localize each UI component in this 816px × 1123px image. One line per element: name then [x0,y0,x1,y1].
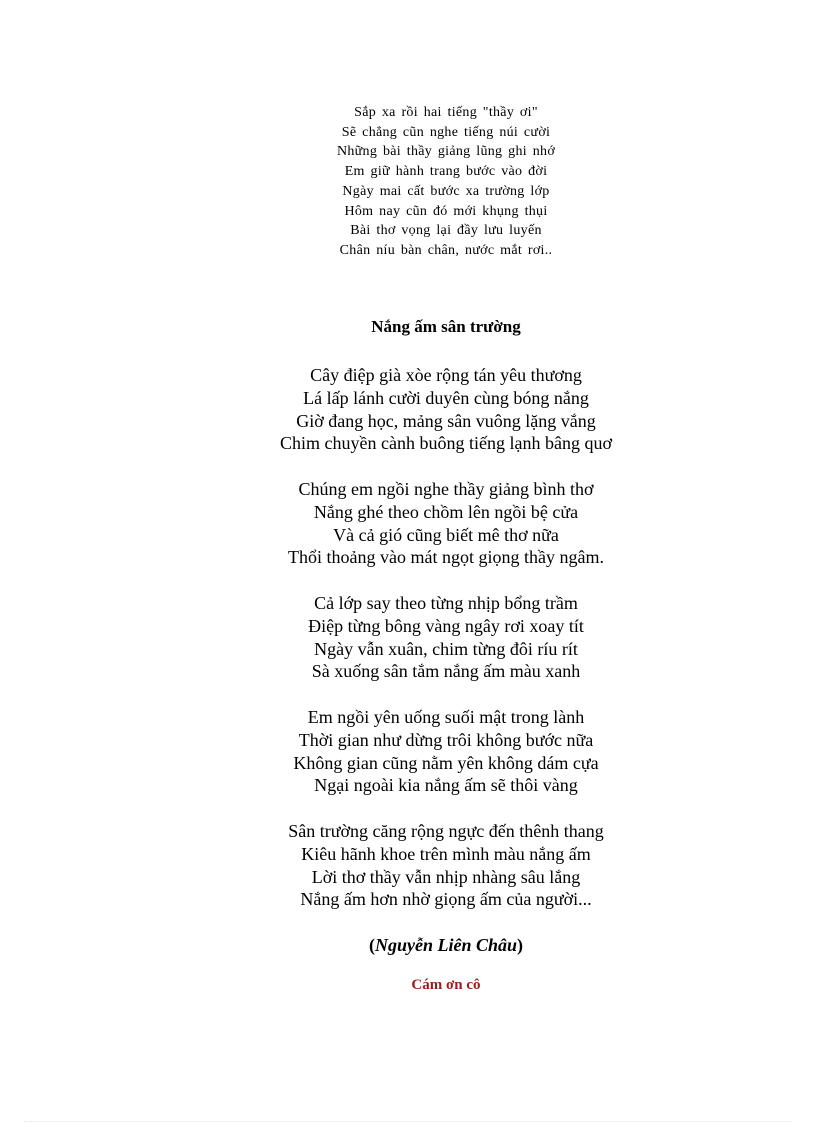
poem-line: Điệp từng bông vàng ngây rơi xoay tít [308,615,584,636]
intro-poem-line: Chân níu bàn chân, nước mắt rơi.. [339,242,553,258]
stanza [76,364,816,455]
poem-title: Nắng ấm sân trường [371,317,521,336]
poem-line: Nắng ghé theo chồm lên ngồi bệ cửa [313,501,579,522]
thanks-note: Cám ơn cô [411,977,481,993]
poem-line: Thổi thoảng vào mát ngọt giọng thầy ngâm. [288,547,604,568]
author-close-paren: ) [517,935,524,955]
poem-line: Cả lớp say theo từng nhịp bổng trầm [314,592,578,613]
page-bottom-divider [24,1121,792,1122]
stanza [76,706,816,797]
poem-line: Sân trường căng rộng ngực đến thênh thang [288,820,604,841]
poem-line: Ngày vẫn xuân, chim từng đôi ríu rít [314,638,578,659]
poem-line: Thời gian như dừng trôi không bước nữa [298,729,594,750]
poem-line: Và cả gió cũng biết mê thơ nữa [333,524,559,545]
poem-line: Nắng ấm hơn nhờ giọng ấm của người... [300,889,592,910]
stanza [76,478,816,569]
stanza [76,820,816,911]
poem-line: Chúng em ngồi nghe thầy giảng bình thơ [298,478,594,499]
author-open-paren: ( [368,935,375,955]
intro-poem-line: Em giữ hành trang bước vào đời [344,164,548,180]
intro-poem-line: Sắp xa rồi hai tiếng "thầy ơi" [354,105,538,120]
poem-author [0,935,816,956]
intro-poem-line: Sẽ chẳng cũn nghe tiếng núi cười [341,124,551,140]
intro-poem-line: Hôm nay cũn đó mới khụng thụi [344,203,548,219]
main-poem [0,364,816,934]
poem-line: Cây điệp già xòe rộng tán yêu thương [310,365,582,385]
poem-line: Không gian cũng nằm yên không dám cựa [293,752,599,773]
poem-line: Chim chuyền cành buông tiếng lạnh bâng quơ [280,433,612,454]
poem-line: Lời thơ thầy vẫn nhịp nhàng sâu lắng [311,866,581,887]
poem-line: Kiêu hãnh khoe trên mình màu nắng ấm [301,843,591,864]
poem-line: Sà xuống sân tắm nắng ấm màu xanh [311,661,581,682]
poem-line: Giờ đang học, mảng sân vuông lặng vắng [296,410,596,431]
intro-poem-line: Ngày mai cất bước xa trường lớp [342,183,550,199]
intro-poem [0,103,816,261]
poem-line: Ngại ngoài kia nắng ấm sẽ thôi vàng [314,775,578,796]
author-name: Nguyễn Liên Châu [374,935,518,955]
intro-poem-line: Những bài thầy giảng lũng ghi nhớ [336,144,556,160]
poem-line: Em ngồi yên uống suối mật trong lành [307,706,585,727]
stanza [76,592,816,683]
intro-poem-line: Bài thơ vọng lại đầy lưu luyến [350,223,542,239]
poem-line: Lá lấp lánh cười duyên cùng bóng nắng [303,387,589,408]
